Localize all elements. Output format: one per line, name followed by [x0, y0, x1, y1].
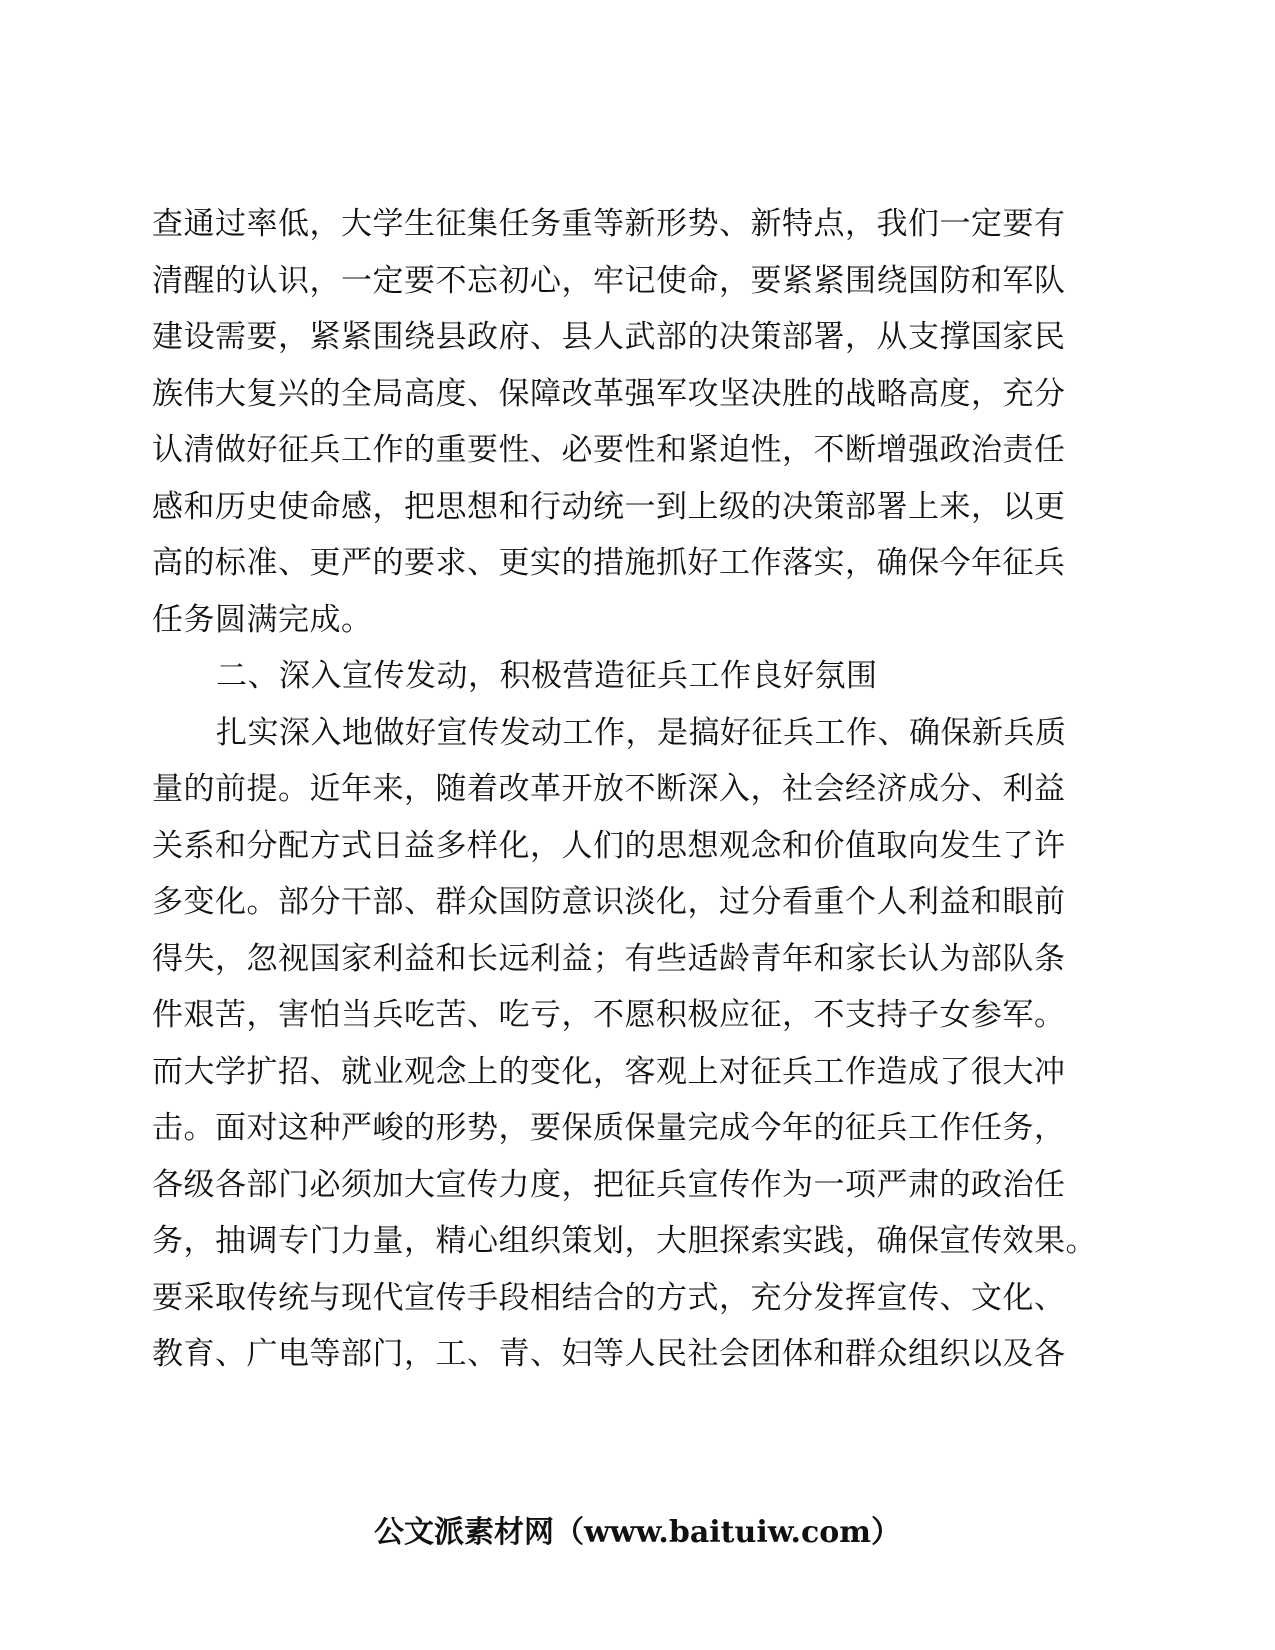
body-line: 高的标准、更严的要求、更实的措施抓好工作落实，确保今年征兵	[152, 545, 1066, 581]
body-line: 击。面对这种严峻的形势，要保质保量完成今年的征兵工作任务，	[152, 1110, 1066, 1146]
body-line: 查通过率低，大学生征集任务重等新形势、新特点，我们一定要有	[152, 206, 1066, 242]
paragraph-first-line: 扎实深入地做好宣传发动工作，是搞好征兵工作、确保新兵质	[216, 714, 1067, 751]
body-line: 教育、广电等部门，工、青、妇等人民社会团体和群众组织以及各	[152, 1336, 1066, 1372]
body-line: 要采取传统与现代宣传手段相结合的方式，充分发挥宣传、文化、	[152, 1279, 1066, 1316]
body-line: 建设需要，紧紧围绕县政府、县人武部的决策部署，从支撑国家民	[152, 319, 1066, 355]
body-line: 关系和分配方式日益多样化，人们的思想观念和价值取向发生了许	[152, 827, 1066, 864]
body-line: 清醒的认识，一定要不忘初心，牢记使命，要紧紧围绕国防和军队	[152, 262, 1066, 299]
body-line: 多变化。部分干部、群众国防意识淡化，过分看重个人利益和眼前	[152, 884, 1066, 920]
body-line: 感和历史使命感，把思想和行动统一到上级的决策部署上来，以更	[152, 488, 1066, 525]
body-line: 务，抽调专门力量，精心组织策划，大胆探索实践，确保宣传效果。	[152, 1223, 1097, 1259]
page-footer: 公文派素材网（www.baituiw.com）	[373, 1515, 902, 1550]
body-line: 而大学扩招、就业观念上的变化，客观上对征兵工作造成了很大冲	[152, 1053, 1066, 1090]
body-line: 件艰苦，害怕当兵吃苦、吃亏，不愿积极应征，不支持子女参军。	[152, 997, 1066, 1033]
document-body	[152, 196, 1132, 1383]
section-heading: 二、深入宣传发动，积极营造征兵工作良好氛围	[216, 658, 878, 694]
body-line: 量的前提。近年来，随着改革开放不断深入，社会经济成分、利益	[152, 771, 1066, 807]
body-line: 各级各部门必须加大宣传力度，把征兵宣传作为一项严肃的政治任	[152, 1166, 1066, 1203]
body-line: 任务圆满完成。	[152, 601, 373, 638]
body-line: 得失，忽视国家利益和长远利益；有些适龄青年和家长认为部队条	[152, 940, 1066, 977]
body-line: 族伟大复兴的全局高度、保障改革强军攻坚决胜的战略高度，充分	[152, 375, 1066, 412]
body-line: 认清做好征兵工作的重要性、必要性和紧迫性，不断增强政治责任	[152, 432, 1066, 468]
